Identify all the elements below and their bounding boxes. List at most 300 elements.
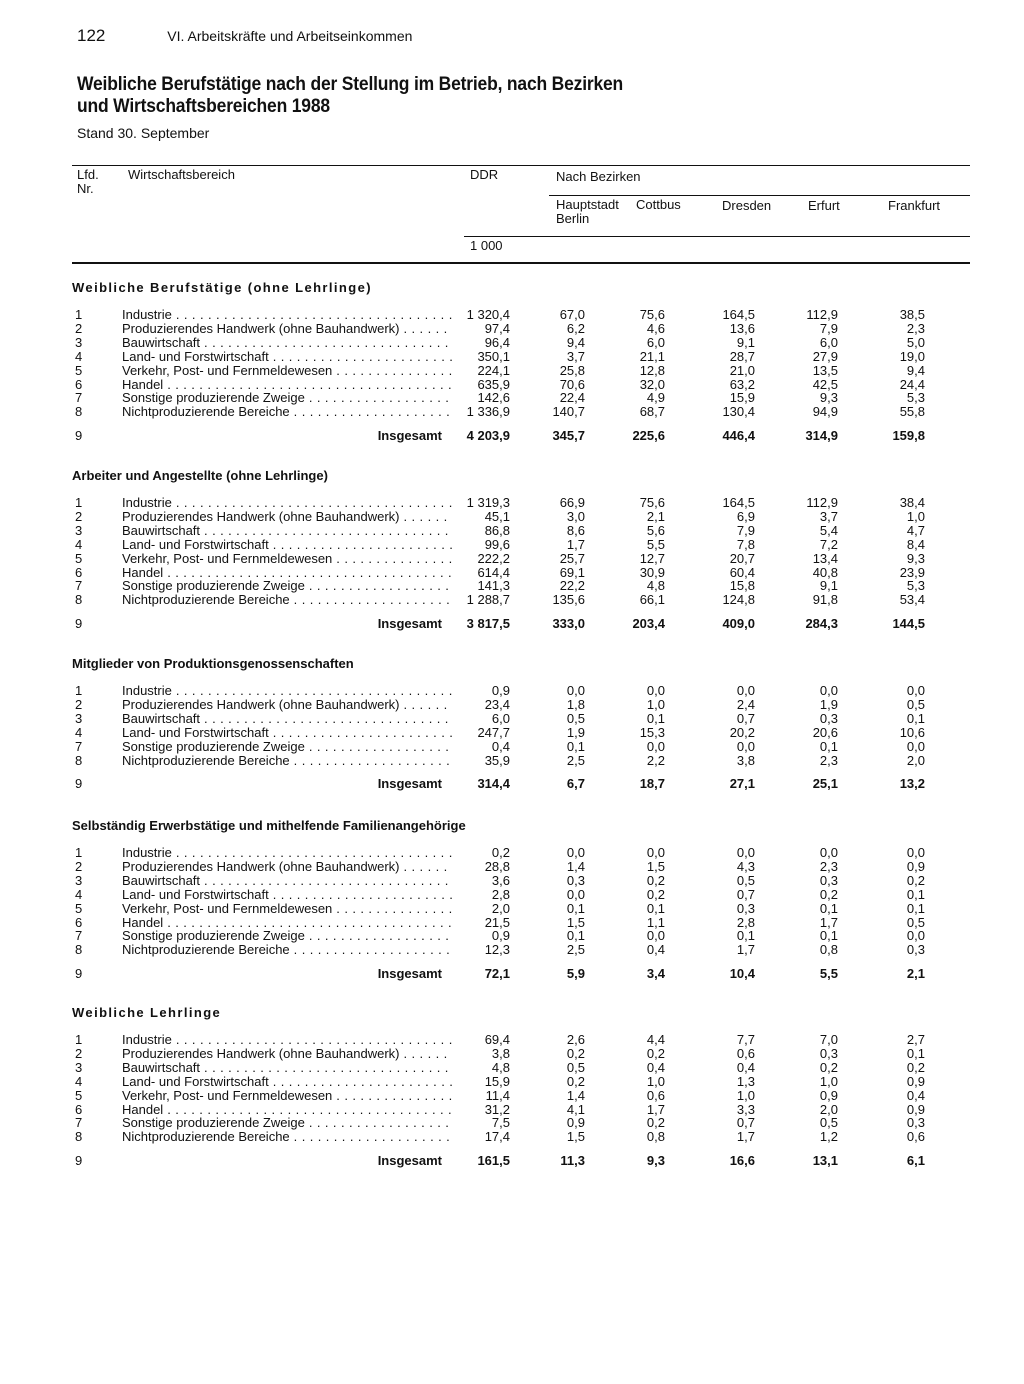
table-row (0, 726, 1000, 740)
row-number: 8 (75, 752, 83, 768)
table-row (0, 943, 1000, 957)
row-number: 8 (75, 404, 83, 420)
row-label: Nichtproduzierende Bereiche . . . (122, 754, 452, 768)
row-number: 2 (75, 508, 83, 524)
section-title: Mitglieder von Produktionsgenossenschaften (72, 656, 354, 671)
cell-erfurt: 9,1 (819, 578, 838, 594)
total-erfurt: 314,9 (805, 428, 838, 444)
cell-berlin: 0,5 (566, 1059, 585, 1075)
cell-berlin: 0,1 (566, 900, 585, 916)
cell-berlin: 22,4 (559, 390, 585, 406)
row-label: Bauwirtschaft . . . (122, 524, 452, 538)
col-header-cottbus: Cottbus (636, 197, 681, 212)
cell-dresden: 0,0 (736, 683, 755, 698)
cell-dresden: 0,3 (736, 900, 755, 916)
table-row (0, 684, 1000, 698)
cell-erfurt: 6,0 (819, 334, 838, 350)
cell-cottbus: 0,0 (646, 683, 665, 698)
table-row (0, 350, 1000, 364)
table-row (0, 378, 1000, 392)
cell-frankfurt: 19,0 (899, 348, 925, 364)
cell-frankfurt: 0,2 (906, 872, 925, 888)
cell-berlin: 4,1 (566, 1101, 585, 1117)
row-number: 1 (75, 1032, 83, 1047)
total-frankfurt: 144,5 (892, 616, 925, 632)
total-frankfurt: 159,8 (892, 428, 925, 444)
cell-erfurt: 0,8 (819, 942, 838, 958)
cell-frankfurt: 9,4 (906, 362, 925, 378)
cell-erfurt: 1,7 (819, 914, 838, 930)
cell-erfurt: 2,3 (819, 858, 838, 874)
cell-frankfurt: 0,4 (906, 1087, 925, 1103)
cell-berlin: 8,6 (566, 522, 585, 538)
cell-erfurt: 1,0 (819, 1073, 838, 1089)
cell-erfurt: 40,8 (812, 564, 838, 580)
cell-ddr: 31,2 (484, 1101, 510, 1117)
cell-cottbus: 0,2 (646, 1045, 665, 1061)
row-number: 6 (75, 914, 83, 930)
table-row (0, 1116, 1000, 1130)
cell-frankfurt: 2,7 (906, 1032, 925, 1047)
cell-erfurt: 7,0 (819, 1032, 838, 1047)
cell-berlin: 0,1 (566, 738, 585, 754)
cell-erfurt: 91,8 (812, 592, 838, 608)
row-number: 1 (75, 845, 83, 860)
row-label: Industrie . . . (122, 684, 452, 698)
cell-cottbus: 0,1 (646, 900, 665, 916)
table-row (0, 888, 1000, 902)
total-erfurt: 25,1 (812, 776, 838, 792)
cell-erfurt: 1,9 (819, 696, 838, 712)
table-row (0, 1047, 1000, 1061)
cell-dresden: 0,6 (736, 1045, 755, 1061)
unit-rule (464, 236, 970, 237)
section-title: Weibliche Berufstätige (ohne Lehrlinge) (72, 280, 372, 295)
cell-berlin: 0,5 (566, 710, 585, 726)
cell-berlin: 0,3 (566, 872, 585, 888)
table-row (0, 364, 1000, 378)
cell-cottbus: 2,1 (646, 508, 665, 524)
cell-cottbus: 12,8 (639, 362, 665, 378)
cell-erfurt: 112,9 (806, 495, 838, 510)
cell-cottbus: 0,2 (646, 872, 665, 888)
total-ddr: 314,4 (477, 776, 510, 792)
row-label: Bauwirtschaft . . . (122, 712, 452, 726)
cell-erfurt: 0,3 (819, 710, 838, 726)
cell-berlin: 1,4 (566, 1087, 585, 1103)
cell-dresden: 0,7 (736, 1115, 755, 1131)
cell-ddr: 2,8 (491, 886, 510, 902)
section-title: Selbständig Erwerbstätige und mithelfende Familienangehörige (72, 818, 466, 833)
cell-cottbus: 5,5 (646, 536, 665, 552)
cell-dresden: 21,0 (729, 362, 755, 378)
cell-cottbus: 0,0 (646, 738, 665, 754)
row-number: 7 (75, 578, 83, 594)
cell-dresden: 13,6 (729, 320, 755, 336)
cell-frankfurt: 0,0 (906, 683, 925, 698)
total-cottbus: 18,7 (639, 776, 665, 792)
cell-ddr: 4,8 (491, 1059, 510, 1075)
cell-erfurt: 2,3 (819, 752, 838, 768)
total-row (0, 967, 1000, 981)
total-frankfurt: 13,2 (899, 776, 925, 792)
unit-label: 1 000 (470, 238, 503, 253)
cell-frankfurt: 24,4 (899, 376, 925, 392)
cell-dresden: 7,7 (736, 1032, 755, 1047)
cell-berlin: 140,7 (552, 404, 585, 420)
cell-cottbus: 66,1 (639, 592, 665, 608)
cell-frankfurt: 4,7 (906, 522, 925, 538)
cell-dresden: 164,5 (722, 307, 755, 322)
row-number: 1 (75, 307, 83, 322)
table-row (0, 496, 1000, 510)
col-header-erfurt: Erfurt (808, 198, 840, 213)
cell-cottbus: 0,4 (646, 942, 665, 958)
cell-erfurt: 112,9 (806, 307, 838, 322)
cell-cottbus: 1,7 (646, 1101, 665, 1117)
table-row (0, 698, 1000, 712)
cell-ddr: 97,4 (484, 320, 510, 336)
row-number: 6 (75, 376, 83, 392)
cell-berlin: 25,8 (559, 362, 585, 378)
cell-cottbus: 21,1 (639, 348, 665, 364)
reference-date: Stand 30. September (77, 125, 210, 141)
cell-berlin: 2,5 (566, 942, 585, 958)
cell-erfurt: 0,2 (819, 886, 838, 902)
chapter-title: VI. Arbeitskräfte und Arbeitseinkommen (167, 28, 413, 44)
cell-ddr: 350,1 (477, 348, 510, 364)
cell-frankfurt: 0,5 (906, 914, 925, 930)
table-row (0, 566, 1000, 580)
table-row (0, 929, 1000, 943)
cell-erfurt: 13,5 (812, 362, 838, 378)
cell-dresden: 7,9 (736, 522, 755, 538)
cell-ddr: 1 288,7 (466, 592, 510, 608)
cell-berlin: 0,0 (566, 683, 585, 698)
cell-berlin: 69,1 (559, 564, 585, 580)
cell-dresden: 0,4 (736, 1059, 755, 1075)
total-cottbus: 3,4 (646, 966, 665, 982)
cell-ddr: 222,2 (477, 550, 510, 566)
cell-berlin: 0,2 (566, 1073, 585, 1089)
row-label: Verkehr, Post- und Fernmeldewesen . . . (122, 902, 452, 916)
cell-cottbus: 32,0 (639, 376, 665, 392)
row-number: 5 (75, 1087, 83, 1103)
cell-dresden: 7,8 (736, 536, 755, 552)
total-erfurt: 284,3 (805, 616, 838, 632)
row-number: 8 (75, 592, 83, 608)
table-row (0, 1075, 1000, 1089)
table-row (0, 538, 1000, 552)
cell-ddr: 1 319,3 (466, 495, 510, 510)
col-header-dresden: Dresden (722, 198, 772, 213)
cell-frankfurt: 5,0 (906, 334, 925, 350)
cell-ddr: 2,0 (491, 900, 510, 916)
row-number: 2 (75, 1045, 83, 1061)
cell-dresden: 6,9 (736, 508, 755, 524)
cell-frankfurt: 0,1 (906, 710, 925, 726)
cell-berlin: 0,9 (566, 1115, 585, 1131)
cell-cottbus: 0,2 (646, 886, 665, 902)
cell-berlin: 0,0 (566, 886, 585, 902)
cell-frankfurt: 1,0 (906, 508, 925, 524)
table-row (0, 1061, 1000, 1075)
cell-ddr: 0,9 (491, 928, 510, 944)
cell-frankfurt: 5,3 (906, 578, 925, 594)
cell-cottbus: 75,6 (639, 495, 665, 510)
total-label: Insgesamt (377, 616, 442, 632)
cell-dresden: 28,7 (729, 348, 755, 364)
col-header-wirtschaftsbereich: Wirtschaftsbereich (128, 167, 235, 182)
cell-frankfurt: 0,0 (906, 738, 925, 754)
table-row (0, 902, 1000, 916)
cell-berlin: 1,5 (566, 1129, 585, 1145)
row-number: 8 (75, 1129, 83, 1145)
col-header-lfd-nr: Lfd. Nr. (77, 167, 99, 196)
header-bottom-rule (72, 262, 970, 264)
cell-erfurt: 7,9 (819, 320, 838, 336)
cell-frankfurt: 2,0 (906, 752, 925, 768)
row-number: 6 (75, 1101, 83, 1117)
cell-frankfurt: 5,3 (906, 390, 925, 406)
total-frankfurt: 6,1 (906, 1153, 925, 1169)
row-label: Verkehr, Post- und Fernmeldewesen . . . (122, 364, 452, 378)
cell-cottbus: 1,5 (646, 858, 665, 874)
row-label: Handel . . . (122, 566, 452, 580)
cell-erfurt: 0,0 (819, 845, 838, 860)
total-berlin: 345,7 (552, 428, 585, 444)
title-line-1: Weibliche Berufstätige nach der Stellung im Betrieb, nach Bezirken (77, 74, 624, 95)
row-label: Bauwirtschaft . . . (122, 1061, 452, 1075)
page-number: 122 (77, 26, 106, 45)
total-berlin: 11,3 (560, 1153, 585, 1169)
total-label: Insgesamt (377, 1153, 442, 1169)
cell-frankfurt: 0,6 (906, 1129, 925, 1145)
cell-erfurt: 0,3 (819, 1045, 838, 1061)
table-row (0, 405, 1000, 419)
row-label: Land- und Forstwirtschaft . . . (122, 888, 452, 902)
total-berlin: 5,9 (566, 966, 585, 982)
cell-erfurt: 0,1 (819, 928, 838, 944)
row-label: Produzierendes Handwerk (ohne Bauhandwerk) . . . (122, 322, 452, 336)
cell-dresden: 124,8 (722, 592, 755, 608)
cell-berlin: 70,6 (559, 376, 585, 392)
row-label: Industrie . . . (122, 308, 452, 322)
cell-berlin: 135,6 (552, 592, 585, 608)
table-row (0, 391, 1000, 405)
cell-dresden: 0,0 (736, 738, 755, 754)
cell-berlin: 22,2 (559, 578, 585, 594)
cell-berlin: 0,2 (566, 1045, 585, 1061)
cell-dresden: 3,8 (736, 752, 755, 768)
cell-berlin: 67,0 (559, 307, 585, 322)
row-label: Sonstige produzierende Zweige . . . (122, 579, 452, 593)
cell-dresden: 0,7 (736, 886, 755, 902)
table-row (0, 524, 1000, 538)
table-row (0, 860, 1000, 874)
cell-ddr: 1 320,4 (466, 307, 510, 322)
row-label: Sonstige produzierende Zweige . . . (122, 1116, 452, 1130)
table-row (0, 510, 1000, 524)
cell-ddr: 45,1 (484, 508, 510, 524)
table-row (0, 336, 1000, 350)
cell-erfurt: 0,1 (819, 900, 838, 916)
cell-cottbus: 15,3 (639, 724, 665, 740)
row-label: Bauwirtschaft . . . (122, 336, 452, 350)
cell-dresden: 0,0 (736, 845, 755, 860)
cell-ddr: 247,7 (477, 724, 510, 740)
cell-cottbus: 0,1 (646, 710, 665, 726)
cell-cottbus: 0,6 (646, 1087, 665, 1103)
total-frankfurt: 2,1 (906, 966, 925, 982)
row-number: 9 (75, 616, 83, 632)
table-row (0, 754, 1000, 768)
row-number: 3 (75, 872, 83, 888)
total-erfurt: 5,5 (819, 966, 838, 982)
cell-ddr: 0,9 (491, 683, 510, 698)
table-row (0, 916, 1000, 930)
bezirke-rule (549, 195, 970, 196)
total-label: Insgesamt (377, 966, 442, 982)
row-number: 5 (75, 550, 83, 566)
cell-erfurt: 0,5 (819, 1115, 838, 1131)
cell-ddr: 12,3 (484, 942, 510, 958)
col-header-frankfurt: Frankfurt (888, 198, 941, 213)
row-number: 5 (75, 900, 83, 916)
row-label: Verkehr, Post- und Fernmeldewesen . . . (122, 1089, 452, 1103)
total-label: Insgesamt (377, 776, 442, 792)
cell-dresden: 1,3 (736, 1073, 755, 1089)
cell-ddr: 3,6 (491, 872, 510, 888)
cell-frankfurt: 0,9 (906, 858, 925, 874)
cell-cottbus: 68,7 (639, 404, 665, 420)
cell-frankfurt: 0,1 (906, 1045, 925, 1061)
total-ddr: 72,1 (484, 966, 510, 982)
cell-erfurt: 0,9 (819, 1087, 838, 1103)
table-row (0, 712, 1000, 726)
cell-dresden: 164,5 (722, 495, 755, 510)
cell-cottbus: 0,2 (646, 1115, 665, 1131)
cell-cottbus: 0,8 (646, 1129, 665, 1145)
cell-cottbus: 4,6 (646, 320, 665, 336)
cell-ddr: 141,3 (477, 578, 510, 594)
total-ddr: 4 203,9 (466, 428, 510, 444)
cell-dresden: 63,2 (729, 376, 755, 392)
table-row (0, 740, 1000, 754)
cell-ddr: 6,0 (491, 710, 510, 726)
cell-frankfurt: 0,9 (906, 1101, 925, 1117)
cell-berlin: 0,1 (566, 928, 585, 944)
table-row (0, 846, 1000, 860)
row-label: Land- und Forstwirtschaft . . . (122, 538, 452, 552)
row-number: 3 (75, 334, 83, 350)
cell-erfurt: 0,2 (819, 1059, 838, 1075)
cell-dresden: 130,4 (722, 404, 755, 420)
total-berlin: 333,0 (552, 616, 585, 632)
cell-cottbus: 6,0 (646, 334, 665, 350)
cell-dresden: 1,7 (736, 1129, 755, 1145)
cell-dresden: 0,5 (736, 872, 755, 888)
total-label: Insgesamt (377, 428, 442, 444)
total-row (0, 429, 1000, 443)
table-row (0, 1103, 1000, 1117)
cell-ddr: 15,9 (484, 1073, 510, 1089)
cell-ddr: 7,5 (491, 1115, 510, 1131)
cell-ddr: 17,4 (484, 1129, 510, 1145)
total-dresden: 10,4 (729, 966, 755, 982)
row-number: 6 (75, 564, 83, 580)
cell-cottbus: 5,6 (646, 522, 665, 538)
total-dresden: 27,1 (729, 776, 755, 792)
cell-erfurt: 42,5 (812, 376, 838, 392)
cell-cottbus: 0,0 (646, 928, 665, 944)
total-row (0, 1154, 1000, 1168)
table-row (0, 593, 1000, 607)
total-cottbus: 225,6 (632, 428, 665, 444)
cell-ddr: 96,4 (484, 334, 510, 350)
cell-frankfurt: 0,0 (906, 928, 925, 944)
cell-berlin: 3,0 (566, 508, 585, 524)
row-label: Land- und Forstwirtschaft . . . (122, 350, 452, 364)
cell-erfurt: 13,4 (812, 550, 838, 566)
cell-dresden: 1,0 (736, 1087, 755, 1103)
cell-berlin: 3,7 (566, 348, 585, 364)
cell-berlin: 66,9 (559, 495, 585, 510)
row-number: 4 (75, 886, 83, 902)
row-label: Industrie . . . (122, 846, 452, 860)
total-dresden: 409,0 (722, 616, 755, 632)
total-cottbus: 9,3 (646, 1153, 665, 1169)
cell-berlin: 2,5 (566, 752, 585, 768)
cell-berlin: 6,2 (566, 320, 585, 336)
row-number: 3 (75, 1059, 83, 1075)
cell-erfurt: 27,9 (812, 348, 838, 364)
total-row (0, 777, 1000, 791)
cell-ddr: 635,9 (477, 376, 510, 392)
cell-cottbus: 1,0 (646, 696, 665, 712)
cell-erfurt: 94,9 (812, 404, 838, 420)
cell-cottbus: 30,9 (639, 564, 665, 580)
row-number: 4 (75, 348, 83, 364)
cell-erfurt: 0,3 (819, 872, 838, 888)
cell-frankfurt: 0,0 (906, 845, 925, 860)
cell-erfurt: 3,7 (819, 508, 838, 524)
row-label: Land- und Forstwirtschaft . . . (122, 1075, 452, 1089)
total-berlin: 6,7 (566, 776, 585, 792)
cell-erfurt: 2,0 (819, 1101, 838, 1117)
cell-cottbus: 1,0 (646, 1073, 665, 1089)
row-label: Handel . . . (122, 916, 452, 930)
cell-ddr: 99,6 (484, 536, 510, 552)
cell-erfurt: 9,3 (819, 390, 838, 406)
cell-ddr: 0,4 (491, 738, 510, 754)
cell-ddr: 86,8 (484, 522, 510, 538)
cell-ddr: 224,1 (477, 362, 510, 378)
total-dresden: 16,6 (729, 1153, 755, 1169)
row-label: Industrie . . . (122, 1033, 452, 1047)
row-label: Nichtproduzierende Bereiche . . . (122, 405, 452, 419)
row-number: 9 (75, 1153, 83, 1169)
row-label: Land- und Forstwirtschaft . . . (122, 726, 452, 740)
cell-ddr: 35,9 (484, 752, 510, 768)
cell-dresden: 1,7 (736, 942, 755, 958)
cell-erfurt: 5,4 (819, 522, 838, 538)
total-cottbus: 203,4 (632, 616, 665, 632)
row-number: 7 (75, 1115, 83, 1131)
cell-dresden: 0,7 (736, 710, 755, 726)
row-label: Sonstige produzierende Zweige . . . (122, 740, 452, 754)
col-header-nach-bezirken: Nach Bezirken (556, 169, 641, 184)
